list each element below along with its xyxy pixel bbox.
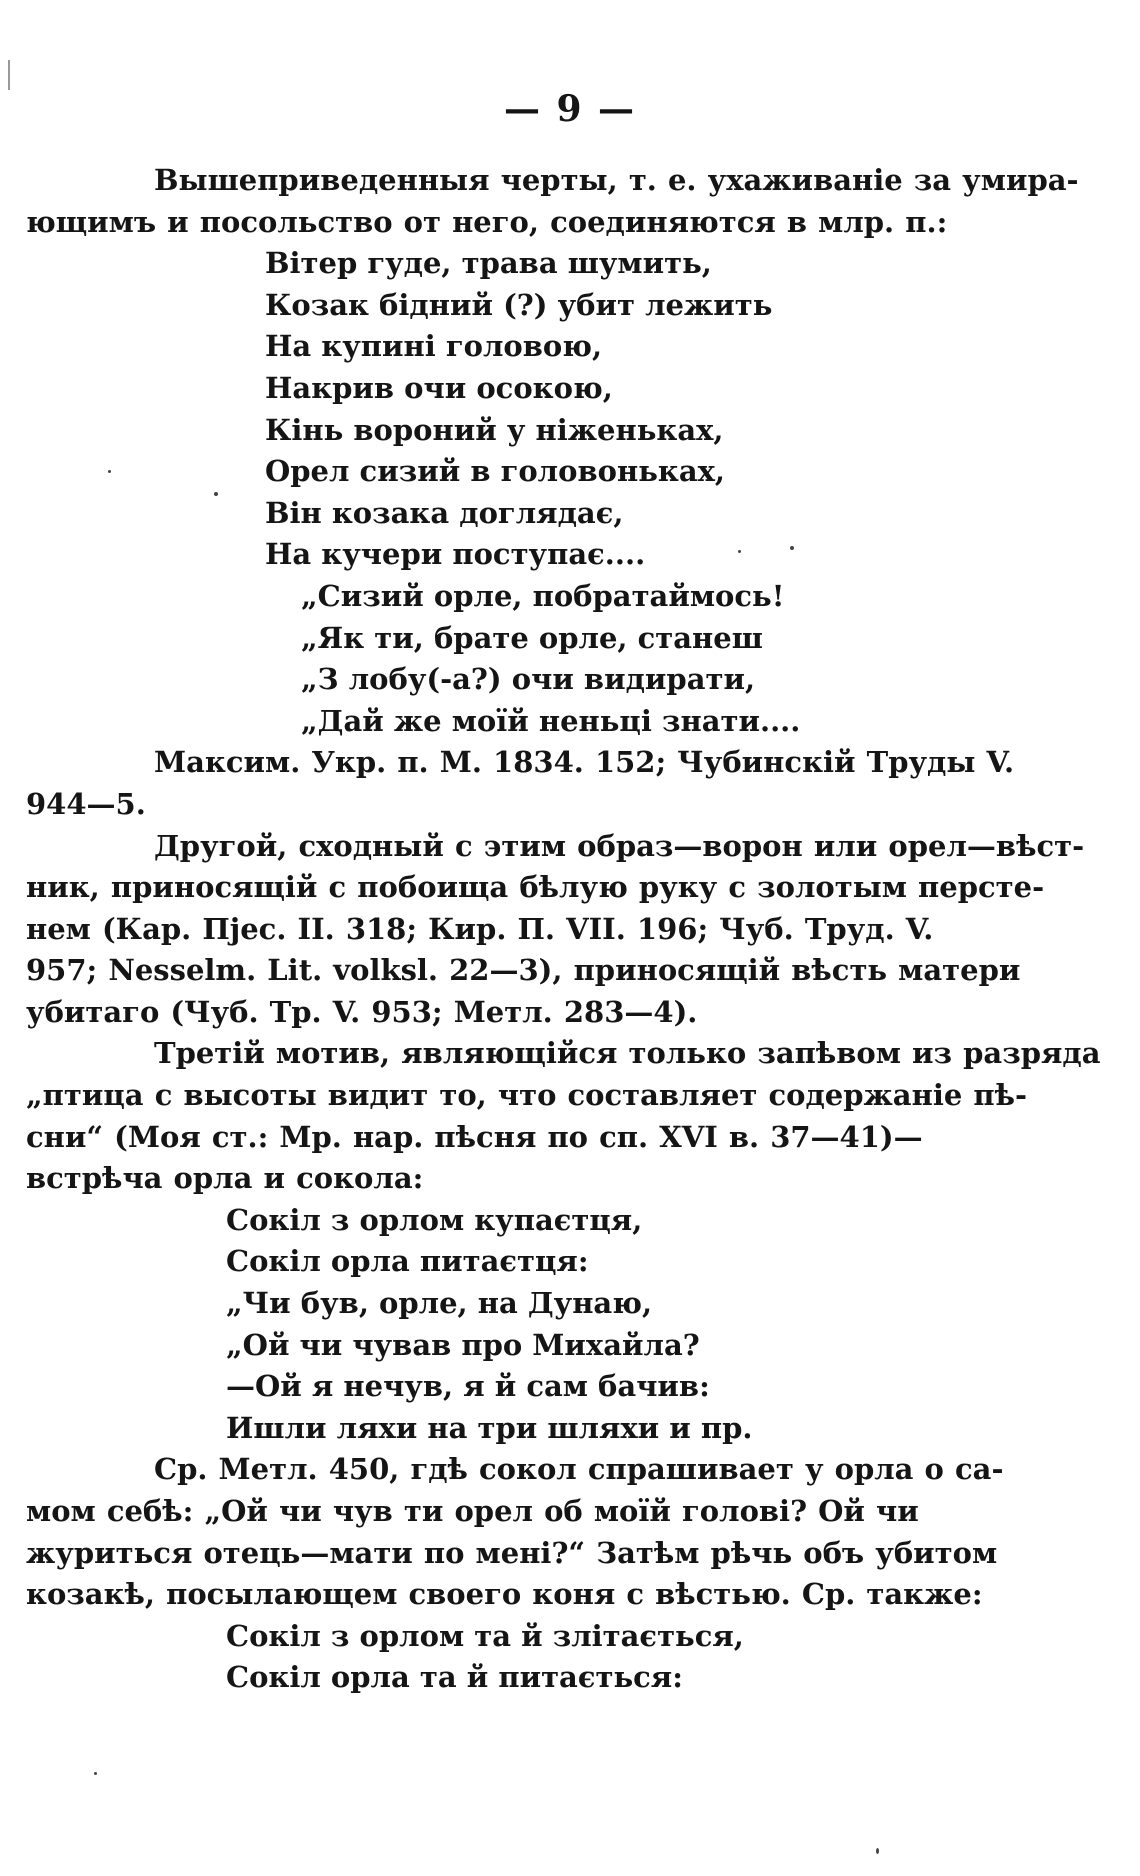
verse-1-quoted-line: „Дай же моїй неньці знати.... [301,703,801,738]
paragraph-1-line-2: ющимъ и посольство от него, соединяются в млр. п.: [26,204,948,239]
verse-1-quoted-line: „Як ти, брате орле, станеш [301,620,763,655]
paragraph-4-line-2: мом себѣ: „Ой чи чув ти орел об моїй голові? Ой чи [26,1494,919,1528]
paragraph-2-line-5: убитаго (Чуб. Тр. V. 953; Метл. 283—4). [26,994,698,1029]
paragraph-3-line-3: сни“ (Моя ст.: Мр. нар. пѣсня по сп. XVI в. 37—41)— [26,1119,923,1154]
paragraph-3-line-4: встрѣча орла и сокола: [26,1161,424,1196]
verse-1-line: На купині головою, [265,329,603,364]
verse-1-line: Він козака доглядає, [265,495,624,530]
verse-2-line: —Ой я нечув, я й сам бачив: [226,1369,710,1404]
paragraph-1 [26,160,1079,243]
verse-1-quoted-line: „З лобу(-а?) очи видирати, [301,662,756,697]
verse-2-line: „Чи був, орле, на Дунаю, [226,1286,653,1321]
paragraph-2 [26,826,1085,1034]
paragraph-3-line-2: „птица с высоты видит то, что составляет содержаніе пѣ- [26,1078,1028,1113]
paragraph-3 [26,1033,1101,1199]
scan-speck [738,550,741,553]
paragraph-2-line-1: Другой, сходный с этим образ—ворон или орел—вѣст- [154,828,1085,863]
scan-speck [108,470,111,473]
scan-speck [790,546,794,550]
margin-mark [8,60,10,90]
verse-1-line: На кучери поступає.... [265,537,646,572]
paragraph-3-line-1: Третій мотив, являющійся только запѣвом из разряда [154,1036,1101,1071]
scan-speck [94,1772,97,1775]
scan-speck [876,1848,879,1854]
reference-1 [26,742,1015,825]
verse-3-line: Сокіл орла та й питається: [226,1660,683,1695]
paragraph-4-line-4: козакѣ, посылающем своего коня с вѣстью. Ср. также: [26,1577,983,1612]
verse-3 [90,1616,950,1699]
page-body [26,160,1101,1699]
paragraph-2-line-2: ник, приносящій с побоища бѣлую руку с золотым персте- [26,870,1045,905]
verse-2-line: „Ой чи чував про Михайла? [226,1327,700,1362]
reference-1-line-2: 944—5. [26,786,146,821]
verse-2-line: Сокіл орла питаєтця: [226,1244,589,1279]
verse-1-quoted-line: „Сизий орле, побратаймось! [301,578,785,613]
paragraph-4-line-3: журиться отець—мати по мені?“ Затѣм рѣчь объ убитом [26,1535,998,1570]
verse-1 [90,243,950,742]
paragraph-4-line-1: Ср. Метл. 450, гдѣ сокол спрашивает у орла о са- [154,1452,1004,1487]
paragraph-2-line-4: 957; Nesselm. Lit. volksl. 22—3), приносящій вѣсть матери [26,953,1021,988]
scan-speck [214,492,218,496]
verse-3-line: Сокіл з орлом та й злітається, [226,1618,744,1653]
verse-1-line: Козак бідний (?) убит лежить [265,287,773,322]
verse-1-line: Орел сизий в головоньках, [265,454,725,489]
verse-2 [90,1200,950,1450]
verse-2-line: Сокіл з орлом купаєтця, [226,1202,643,1237]
paragraph-2-line-3: нем (Кар. Пјес. II. 318; Кир. П. VII. 196; Чуб. Труд. V. [26,911,934,946]
verse-1-line: Кінь вороний у ніженьках, [265,412,724,447]
verse-1-line: Вітер гуде, трава шумить, [265,246,712,281]
reference-1-line-1: Максим. Укр. п. М. 1834. 152; Чубинскій Труды V. [154,745,1015,780]
paragraph-1-line-1: Вышеприведенныя черты, т. е. ухаживаніе за умира- [154,163,1079,197]
paragraph-4 [26,1449,1004,1615]
verse-2-line: Ишли ляхи на три шляхи и пр. [226,1410,753,1445]
page-number: — 9 — [503,88,637,130]
verse-1-line: Накрив очи осокою, [265,370,613,405]
